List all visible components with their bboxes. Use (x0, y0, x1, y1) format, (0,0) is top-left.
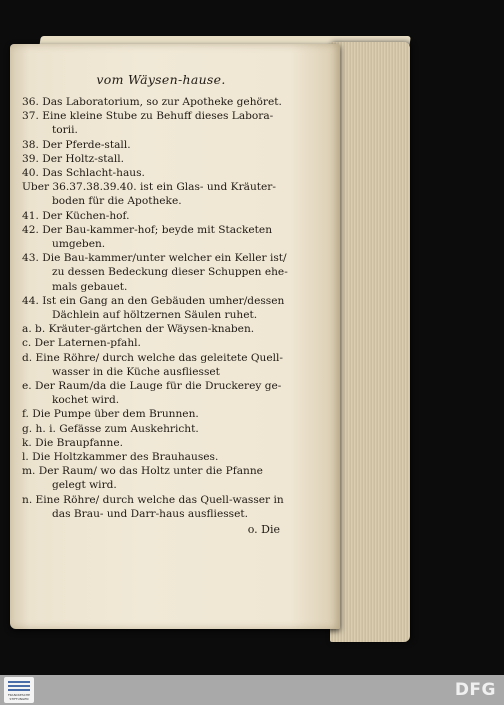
page-stack (330, 42, 410, 642)
logo-stripe (8, 685, 30, 687)
entry-continuation: mals gebauet. (52, 280, 128, 293)
entry-text: g. h. i. Gefässe zum Auskehricht. (22, 422, 199, 435)
catchword: o. Die (247, 523, 280, 537)
entry-text: 42. Der Bau-kammer-hof; beyde mit Stacketen (22, 223, 273, 236)
entry-line (22, 95, 280, 109)
entry-line (22, 138, 280, 152)
logo-caption: FRANCKESCHE STIFTUNGEN (7, 693, 31, 701)
entry-text: l. Die Holtzkammer des Brauhauses. (22, 451, 219, 464)
entry-text: 44. Ist ein Gang an den Gebäuden umher/dessen (22, 294, 285, 307)
viewer-footer (0, 675, 504, 705)
running-heading: vom Wäysen-hause. (96, 72, 226, 87)
entry-line (22, 209, 280, 223)
entry-text: 40. Das Schlacht-haus. (22, 167, 145, 180)
entry-text: a. b. Kräuter-gärtchen der Wäysen-knaben. (22, 323, 255, 336)
entry-line (22, 166, 280, 180)
entry-text: 37. Eine kleine Stube zu Behuff dieses Labora- (22, 110, 274, 123)
entry-continuation: torii. (52, 124, 78, 137)
entry-line (22, 436, 280, 450)
entry-text: 41. Der Küchen-hof. (22, 209, 130, 222)
entry-text: e. Der Raum/da die Lauge für die Druckerey ge- (22, 380, 282, 393)
entry-text: c. Der Laternen-pfahl. (22, 337, 141, 350)
entry-text: m. Der Raum/ wo das Holtz unter die Pfanne (22, 465, 263, 478)
entry-line (22, 493, 284, 521)
entry-line (22, 109, 280, 137)
entry-text: 39. Der Holtz-stall. (22, 152, 124, 165)
entry-line (22, 152, 280, 166)
entry-line (22, 322, 280, 336)
entry-text: f. Die Pumpe über dem Brunnen. (22, 408, 199, 421)
entry-continuation: das Brau- und Darr-haus ausfliesset. (52, 507, 248, 520)
entry-text: 38. Der Pferde-stall. (22, 138, 131, 151)
logo-stripe (8, 689, 30, 691)
entry-line (22, 407, 280, 421)
entry-continuation: Dächlein auf höltzernen Säulen ruhet. (52, 309, 258, 322)
entry-continuation: boden für die Apotheke. (52, 195, 182, 208)
entry-text: 43. Die Bau-kammer/unter welcher ein Keller ist/ (22, 252, 287, 265)
entry-continuation: umgeben. (52, 238, 106, 251)
entry-continuation: zu dessen Bedeckung dieser Schuppen ehe- (52, 266, 288, 279)
entry-text: d. Eine Röhre/ durch welche das geleitete Quell- (22, 351, 284, 364)
entry-text: k. Die Braupfanne. (22, 436, 123, 449)
logo-stripe (8, 681, 30, 683)
dfg-logo[interactable]: DFG (454, 680, 496, 700)
entry-text: Uber 36.37.38.39.40. ist ein Glas- und Kräuter- (22, 181, 276, 194)
entry-continuation: gelegt wird. (52, 479, 117, 492)
entry-line (22, 379, 280, 407)
entry-line (22, 180, 280, 208)
entry-line (22, 450, 280, 464)
entry-continuation: wasser in die Küche ausfliesset (52, 365, 220, 378)
entry-line (22, 464, 280, 492)
entry-line (22, 294, 285, 322)
entries-list (22, 95, 288, 521)
entry-line (22, 223, 280, 251)
entry-line (22, 251, 288, 294)
page-text-block (22, 72, 288, 537)
institution-logo[interactable] (4, 677, 34, 703)
entry-continuation: kochet wird. (52, 394, 120, 407)
entry-line (22, 351, 284, 379)
entry-line (22, 336, 280, 350)
entry-text: n. Eine Röhre/ durch welche das Quell-wasser in (22, 493, 284, 506)
entry-line (22, 422, 280, 436)
entry-text: 36. Das Laboratorium, so zur Apotheke gehöret. (22, 96, 282, 108)
